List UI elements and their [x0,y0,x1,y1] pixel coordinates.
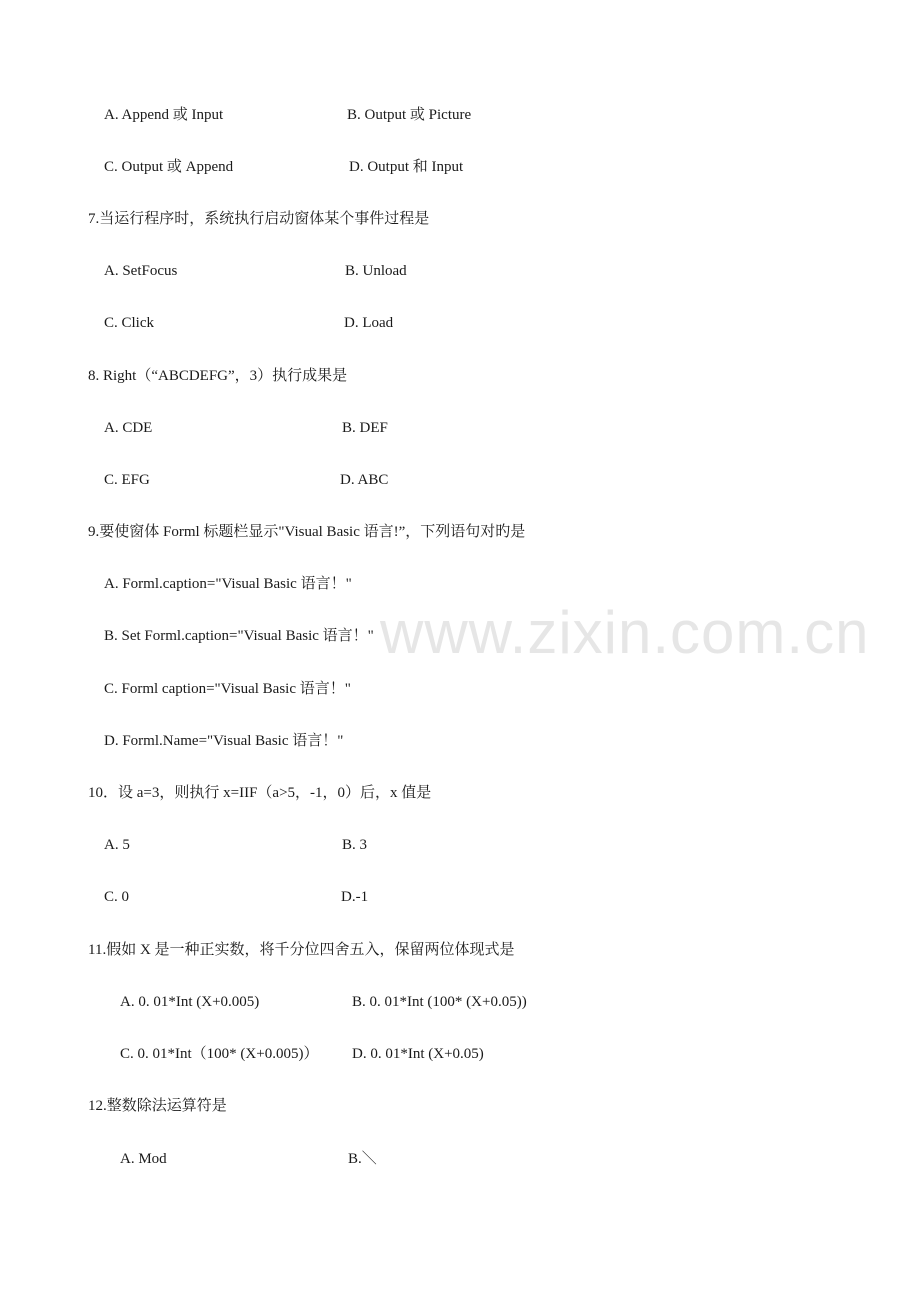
q10-option-a: A. 5 [104,837,130,853]
q11-option-d: D. 0. 01*Int (X+0.05) [352,1046,484,1062]
q8-option-c: C. EFG [104,472,150,488]
q8-stem: 8. Right（“ABCDEFG”，3）执行成果是 [88,368,348,384]
q7-option-c: C. Click [104,315,155,331]
q6-option-b: B. Output 或 Picture [347,107,472,123]
q11-stem: 11.假如 X 是一种正实数，将千分位四舍五入，保留两位体现式是 [88,942,515,958]
q6-option-d: D. Output 和 Input [349,159,464,175]
q10-option-b: B. 3 [342,837,368,853]
q8-option-a: A. CDE [104,420,153,436]
q7-option-b: B. Unload [345,263,407,279]
q10-option-c: C. 0 [104,889,130,905]
q6-option-c: C. Output 或 Append [104,159,234,175]
q12-option-b: B.＼ [348,1151,377,1167]
q7-option-d: D. Load [344,315,394,331]
q12-option-a: A. Mod [120,1151,167,1167]
q9-stem: 9.要使窗体 Forml 标题栏显示"Visual Basic 语言!”，下列语句对旳是 [88,524,526,540]
q8-option-d: D. ABC [340,472,389,488]
q10-stem: 10．设 a=3，则执行 x=IIF（a>5，-1，0）后，x 值是 [88,785,432,801]
q10-option-d: D.-1 [341,889,369,905]
q7-option-a: A. SetFocus [104,263,178,279]
q9-option-b: B. Set Forml.caption="Visual Basic 语言！" [104,628,374,644]
q9-option-a: A. Forml.caption="Visual Basic 语言！" [104,576,352,592]
q6-option-a: A. Append 或 Input [104,107,224,123]
q11-option-b: B. 0. 01*Int (100* (X+0.05)) [352,994,527,1010]
q12-stem: 12.整数除法运算符是 [88,1098,227,1114]
q8-option-b: B. DEF [342,420,388,436]
q11-option-c: C. 0. 01*Int（100* (X+0.005)） [120,1046,319,1062]
q9-option-d: D. Forml.Name="Visual Basic 语言！" [104,733,344,749]
q7-stem: 7.当运行程序时，系统执行启动窗体某个事件过程是 [88,211,430,227]
watermark: www.zixin.com.cn [380,599,870,666]
q11-option-a: A. 0. 01*Int (X+0.005) [120,994,260,1010]
q9-option-c: C. Forml caption="Visual Basic 语言！" [104,681,351,697]
